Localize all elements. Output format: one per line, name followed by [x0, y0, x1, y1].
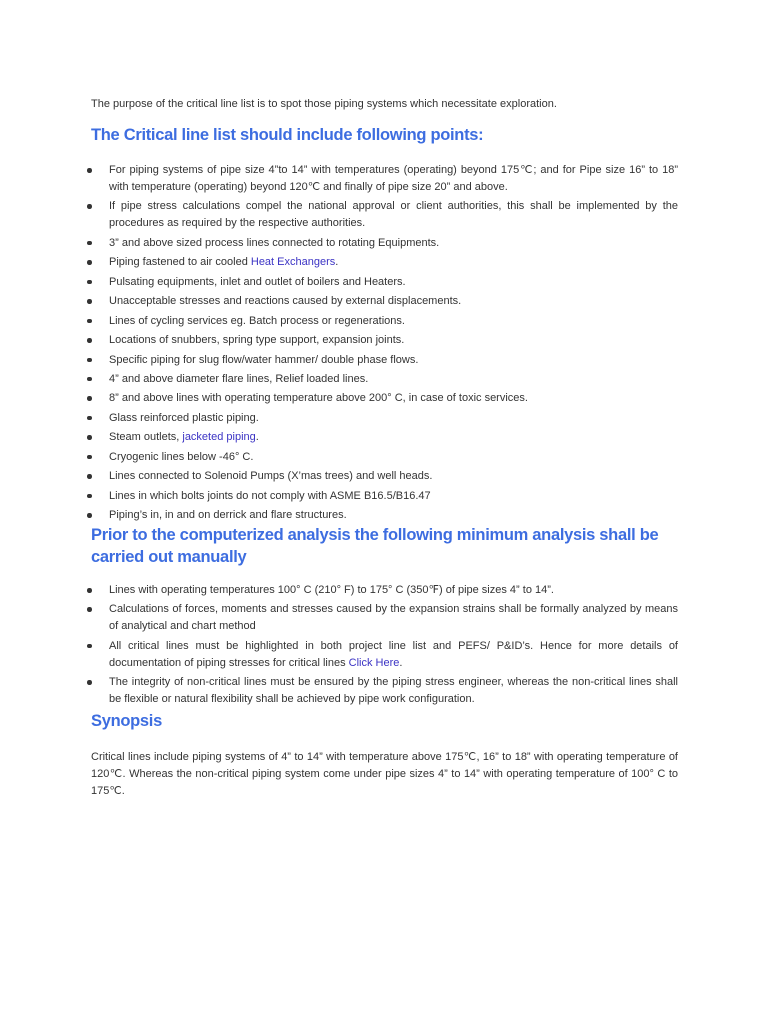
list-item: Calculations of forces, moments and stresses caused by the expansion strains shall be formally analyzed by means of analytical and chart method	[0, 601, 768, 635]
list-item: 8” and above lines with operating temperature above 200° C, in case of toxic services.	[0, 390, 768, 407]
list-item: Lines in which bolts joints do not comply with ASME B16.5/B16.47	[0, 488, 768, 505]
click-here-link[interactable]: Click Here	[348, 656, 400, 669]
list-item: Steam outlets, jacketed piping.	[0, 429, 768, 446]
heading-prior-analysis: Prior to the computerized analysis the following minimum analysis shall be carried out manually	[91, 526, 659, 566]
list-item: Lines connected to Solenoid Pumps (X’mas trees) and well heads.	[0, 468, 768, 485]
bullet-icon	[87, 474, 92, 479]
bullet-icon	[87, 319, 92, 324]
list-item: Glass reinforced plastic piping.	[0, 410, 768, 427]
bullet-icon	[87, 358, 92, 363]
heading-synopsis: Synopsis	[91, 712, 162, 730]
bullet-icon	[87, 396, 92, 401]
bullet-icon	[87, 435, 92, 440]
bullet-icon	[87, 299, 92, 304]
list-item: Unacceptable stresses and reactions caused by external displacements.	[0, 293, 768, 310]
list-item: Pulsating equipments, inlet and outlet of boilers and Heaters.	[0, 274, 768, 291]
list-item: Lines of cycling services eg. Batch process or regenerations.	[0, 313, 768, 330]
intro-paragraph: The purpose of the critical line list is to spot those piping systems which necessitate exploration.	[91, 98, 557, 110]
list-item: For piping systems of pipe size 4”to 14” with temperatures (operating) beyond 175℃; and for Pipe size 16” to 18” with temperature (operating) beyond 120℃ and finally of pipe size 20” and above.	[0, 162, 768, 196]
bullet-icon	[87, 588, 92, 593]
list-item: Piping fastened to air cooled Heat Exchangers.	[0, 254, 768, 271]
bullet-icon	[87, 455, 92, 460]
list-item: Locations of snubbers, spring type support, expansion joints.	[0, 332, 768, 349]
critical-points-list	[0, 162, 768, 526]
bullet-icon	[87, 260, 92, 265]
bullet-icon	[87, 494, 92, 499]
synopsis-paragraph: Critical lines include piping systems of 4” to 14” with temperature above 175℃, 16” to 18” with operating temperature of 120℃. Whereas the non-critical piping system come under pipe sizes 4” to 14” with operating temperature of 100° C to 175℃.	[91, 751, 678, 797]
bullet-icon	[87, 416, 92, 421]
bullet-icon	[87, 680, 92, 685]
bullet-icon	[87, 241, 92, 246]
list-item: The integrity of non-critical lines must be ensured by the piping stress engineer, whereas the non-critical lines shall be flexible or natural flexibility shall be achieved by pipe work configuration.	[0, 674, 768, 708]
bullet-icon	[87, 513, 92, 518]
bullet-icon	[87, 338, 92, 343]
heat-exchangers-link[interactable]: Heat Exchangers	[250, 256, 336, 269]
jacketed-piping-link[interactable]: jacketed piping	[182, 431, 256, 444]
list-item: Piping’s in, in and on derrick and flare structures.	[0, 507, 768, 524]
bullet-icon	[87, 377, 92, 382]
bullet-icon	[87, 168, 92, 173]
bullet-icon	[87, 644, 92, 649]
heading-critical-line-list: The Critical line list should include following points:	[91, 126, 484, 144]
list-item: Lines with operating temperatures 100° C (210° F) to 175° C (350℉) of pipe sizes 4” to 14”.	[0, 582, 768, 599]
list-item: Cryogenic lines below -46° C.	[0, 449, 768, 466]
manual-analysis-list	[0, 582, 768, 711]
bullet-icon	[87, 607, 92, 612]
list-item: All critical lines must be highlighted in both project line list and PEFS/ P&ID’s. Hence for more details of documentation of piping stresses for critical lines Click Here.	[0, 638, 768, 672]
bullet-icon	[87, 204, 92, 209]
list-item: 4” and above diameter flare lines, Relief loaded lines.	[0, 371, 768, 388]
list-item: Specific piping for slug flow/water hammer/ double phase flows.	[0, 352, 768, 369]
list-item: 3” and above sized process lines connected to rotating Equipments.	[0, 235, 768, 252]
list-item: If pipe stress calculations compel the national approval or client authorities, this shall be implemented by the procedures as required by the respective authorities.	[0, 198, 768, 232]
bullet-icon	[87, 280, 92, 285]
